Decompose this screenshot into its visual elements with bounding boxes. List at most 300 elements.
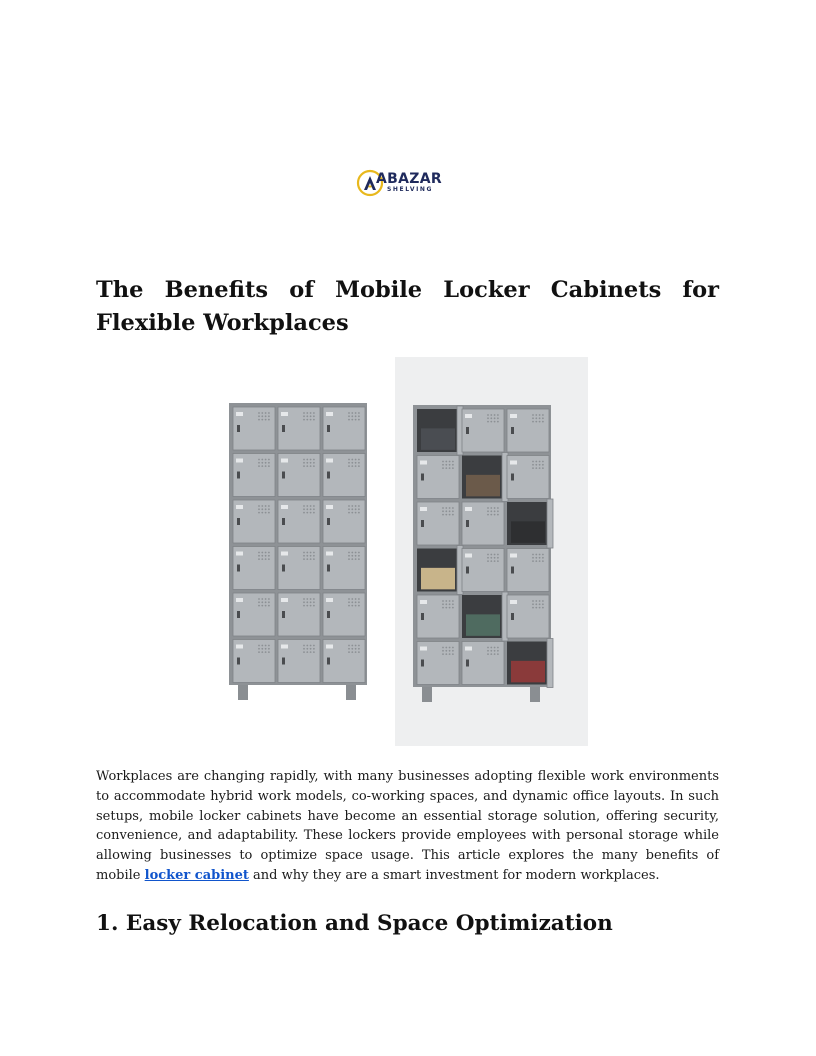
- vent-hole: [313, 648, 315, 650]
- vent-hole: [268, 459, 270, 461]
- vent-hole: [445, 461, 447, 463]
- vent-hole: [261, 459, 263, 461]
- vent-hole: [313, 558, 315, 560]
- vent-hole: [348, 415, 350, 417]
- vent-hole: [494, 653, 496, 655]
- vent-hole: [355, 648, 357, 650]
- vent-hole: [258, 459, 260, 461]
- vent-hole: [261, 512, 263, 514]
- name-tag: [236, 459, 243, 463]
- vent-hole: [348, 605, 350, 607]
- vent-hole: [535, 467, 537, 469]
- vent-hole: [542, 467, 544, 469]
- vent-hole: [265, 465, 267, 467]
- vent-hole: [351, 505, 353, 507]
- vent-hole: [348, 552, 350, 554]
- vent-hole: [532, 417, 534, 419]
- vent-hole: [303, 555, 305, 557]
- vent-hole: [265, 601, 267, 603]
- vent-hole: [348, 512, 350, 514]
- stored-item: [421, 568, 455, 590]
- vent-hole: [351, 412, 353, 414]
- logo-wordmark: ABAZAR: [376, 171, 442, 187]
- vent-hole: [268, 645, 270, 647]
- vent-hole: [487, 647, 489, 649]
- vent-hole: [494, 650, 496, 652]
- vent-hole: [532, 414, 534, 416]
- vent-hole: [487, 653, 489, 655]
- vent-hole: [268, 601, 270, 603]
- vent-hole: [306, 645, 308, 647]
- vent-hole: [452, 607, 454, 609]
- vent-hole: [258, 648, 260, 650]
- name-tag: [281, 598, 288, 602]
- vent-hole: [313, 645, 315, 647]
- vent-hole: [306, 558, 308, 560]
- locker-cabinet-photo: [96, 357, 719, 747]
- vent-hole: [268, 598, 270, 600]
- vent-hole: [313, 462, 315, 464]
- vent-hole: [348, 651, 350, 653]
- stored-item: [421, 428, 455, 450]
- vent-hole: [497, 554, 499, 556]
- vent-hole: [358, 601, 360, 603]
- intro-paragraph: [96, 767, 719, 886]
- intro-text-start: Workplaces are changing rapidly, with many businesses adopting flexible work environments to accommodate hybrid work models, co-working spaces, and dynamic office layouts. In such setups, mobile locker cabinets have become an essential storage solution, offering security, convenience, and adaptability. These lockers provide employees with personal storage while allowing businesses to optimize space usage. This article explores the many benefits of mobile: [96, 769, 719, 883]
- name-tag: [236, 552, 243, 556]
- vent-hole: [487, 514, 489, 516]
- door-lock: [466, 660, 469, 667]
- vent-hole: [268, 508, 270, 510]
- vent-hole: [310, 412, 312, 414]
- vent-hole: [303, 552, 305, 554]
- vent-hole: [535, 607, 537, 609]
- vent-hole: [310, 465, 312, 467]
- vent-hole: [265, 651, 267, 653]
- vent-hole: [358, 459, 360, 461]
- vent-hole: [265, 605, 267, 607]
- door-lock: [237, 658, 240, 665]
- vent-hole: [348, 459, 350, 461]
- vent-hole: [542, 557, 544, 559]
- name-tag: [510, 600, 517, 604]
- vent-hole: [306, 508, 308, 510]
- vent-hole: [497, 414, 499, 416]
- vent-hole: [306, 465, 308, 467]
- vent-hole: [355, 605, 357, 607]
- vent-hole: [490, 650, 492, 652]
- vent-hole: [442, 650, 444, 652]
- vent-hole: [348, 465, 350, 467]
- vent-hole: [258, 462, 260, 464]
- vent-hole: [494, 557, 496, 559]
- name-tag: [281, 505, 288, 509]
- vent-hole: [487, 650, 489, 652]
- vent-hole: [487, 414, 489, 416]
- vent-hole: [355, 505, 357, 507]
- vent-hole: [303, 651, 305, 653]
- vent-hole: [445, 510, 447, 512]
- vent-hole: [494, 560, 496, 562]
- vent-hole: [258, 415, 260, 417]
- vent-hole: [490, 554, 492, 556]
- vent-hole: [268, 505, 270, 507]
- vent-hole: [265, 598, 267, 600]
- vent-hole: [351, 598, 353, 600]
- vent-hole: [452, 647, 454, 649]
- door-lock: [327, 565, 330, 572]
- vent-hole: [490, 421, 492, 423]
- vent-hole: [542, 600, 544, 602]
- vent-hole: [449, 607, 451, 609]
- vent-hole: [497, 650, 499, 652]
- vent-hole: [261, 419, 263, 421]
- door-lock: [237, 425, 240, 432]
- vent-hole: [306, 512, 308, 514]
- vent-hole: [303, 512, 305, 514]
- vent-hole: [258, 419, 260, 421]
- vent-hole: [258, 558, 260, 560]
- name-tag: [236, 412, 243, 416]
- vent-hole: [445, 653, 447, 655]
- locker-cabinet-link[interactable]: locker cabinet: [144, 867, 249, 883]
- vent-hole: [265, 508, 267, 510]
- vent-hole: [351, 419, 353, 421]
- door-lock: [282, 425, 285, 432]
- vent-hole: [306, 462, 308, 464]
- door-lock: [421, 474, 424, 481]
- door-lock: [282, 565, 285, 572]
- vent-hole: [355, 598, 357, 600]
- vent-hole: [542, 554, 544, 556]
- vent-hole: [355, 645, 357, 647]
- name-tag: [465, 414, 472, 418]
- door-lock: [237, 472, 240, 479]
- vent-hole: [490, 557, 492, 559]
- door-lock: [511, 613, 514, 620]
- vent-hole: [348, 601, 350, 603]
- name-tag: [420, 507, 427, 511]
- name-tag: [281, 552, 288, 556]
- vent-hole: [494, 507, 496, 509]
- vent-hole: [261, 505, 263, 507]
- vent-hole: [261, 508, 263, 510]
- vent-hole: [358, 505, 360, 507]
- vent-hole: [535, 554, 537, 556]
- vent-hole: [452, 467, 454, 469]
- vent-hole: [310, 459, 312, 461]
- door-lock: [327, 472, 330, 479]
- vent-hole: [497, 560, 499, 562]
- door-lock: [282, 472, 285, 479]
- vent-hole: [442, 510, 444, 512]
- vent-hole: [313, 552, 315, 554]
- vent-hole: [355, 558, 357, 560]
- vent-hole: [351, 465, 353, 467]
- brand-logo: [355, 166, 465, 200]
- vent-hole: [258, 552, 260, 554]
- vent-hole: [539, 414, 541, 416]
- vent-hole: [306, 598, 308, 600]
- vent-hole: [442, 600, 444, 602]
- vent-hole: [268, 512, 270, 514]
- vent-hole: [539, 417, 541, 419]
- vent-hole: [265, 459, 267, 461]
- vent-hole: [265, 505, 267, 507]
- vent-hole: [497, 514, 499, 516]
- door-lock: [511, 427, 514, 434]
- vent-hole: [310, 601, 312, 603]
- vent-hole: [449, 507, 451, 509]
- vent-hole: [490, 653, 492, 655]
- vent-hole: [313, 465, 315, 467]
- vent-hole: [351, 645, 353, 647]
- vent-hole: [532, 603, 534, 605]
- door-lock: [511, 567, 514, 574]
- vent-hole: [358, 465, 360, 467]
- vent-hole: [494, 421, 496, 423]
- door-lock: [421, 613, 424, 620]
- vent-hole: [449, 467, 451, 469]
- vent-hole: [487, 417, 489, 419]
- vent-hole: [449, 464, 451, 466]
- vent-hole: [542, 607, 544, 609]
- vent-hole: [542, 421, 544, 423]
- vent-hole: [542, 461, 544, 463]
- vent-hole: [535, 417, 537, 419]
- vent-hole: [542, 603, 544, 605]
- vent-hole: [449, 603, 451, 605]
- vent-hole: [539, 603, 541, 605]
- name-tag: [420, 647, 427, 651]
- vent-hole: [442, 603, 444, 605]
- vent-hole: [539, 607, 541, 609]
- vent-hole: [445, 507, 447, 509]
- section-heading: 1. Easy Relocation and Space Optimization: [96, 911, 613, 936]
- vent-hole: [306, 505, 308, 507]
- vent-hole: [351, 648, 353, 650]
- vent-hole: [452, 653, 454, 655]
- vent-hole: [258, 598, 260, 600]
- vent-hole: [313, 601, 315, 603]
- vent-hole: [310, 598, 312, 600]
- vent-hole: [449, 600, 451, 602]
- vent-hole: [313, 512, 315, 514]
- vent-hole: [535, 464, 537, 466]
- vent-hole: [313, 415, 315, 417]
- vent-hole: [261, 558, 263, 560]
- vent-hole: [497, 510, 499, 512]
- vent-hole: [348, 462, 350, 464]
- vent-hole: [303, 505, 305, 507]
- vent-hole: [358, 412, 360, 414]
- vent-hole: [303, 601, 305, 603]
- vent-hole: [449, 461, 451, 463]
- vent-hole: [351, 415, 353, 417]
- vent-hole: [258, 512, 260, 514]
- vent-hole: [539, 554, 541, 556]
- name-tag: [510, 461, 517, 465]
- vent-hole: [303, 558, 305, 560]
- vent-hole: [265, 462, 267, 464]
- vent-hole: [494, 647, 496, 649]
- door-lock: [282, 658, 285, 665]
- vent-hole: [532, 557, 534, 559]
- vent-hole: [358, 415, 360, 417]
- vent-hole: [449, 653, 451, 655]
- open-door: [547, 639, 553, 688]
- vent-hole: [442, 514, 444, 516]
- vent-hole: [261, 648, 263, 650]
- vent-hole: [258, 651, 260, 653]
- door-lock: [327, 425, 330, 432]
- vent-hole: [490, 514, 492, 516]
- vent-hole: [497, 421, 499, 423]
- vent-hole: [261, 651, 263, 653]
- vent-hole: [539, 557, 541, 559]
- locker-cabinet-illustration: [96, 357, 719, 747]
- vent-hole: [268, 412, 270, 414]
- vent-hole: [445, 514, 447, 516]
- closed-locker-cabinet: [229, 403, 367, 700]
- vent-hole: [265, 419, 267, 421]
- name-tag: [236, 645, 243, 649]
- vent-hole: [532, 461, 534, 463]
- vent-hole: [355, 462, 357, 464]
- vent-hole: [494, 554, 496, 556]
- door-lock: [421, 660, 424, 667]
- vent-hole: [358, 558, 360, 560]
- vent-hole: [355, 512, 357, 514]
- vent-hole: [494, 510, 496, 512]
- vent-hole: [261, 552, 263, 554]
- vent-hole: [258, 508, 260, 510]
- vent-hole: [310, 552, 312, 554]
- vent-hole: [310, 555, 312, 557]
- vent-hole: [351, 552, 353, 554]
- vent-hole: [452, 461, 454, 463]
- vent-hole: [306, 651, 308, 653]
- vent-hole: [313, 505, 315, 507]
- vent-hole: [490, 647, 492, 649]
- vent-hole: [351, 508, 353, 510]
- vent-hole: [265, 648, 267, 650]
- vent-hole: [310, 508, 312, 510]
- vent-hole: [355, 552, 357, 554]
- vent-hole: [452, 603, 454, 605]
- vent-hole: [358, 552, 360, 554]
- vent-hole: [258, 605, 260, 607]
- vent-hole: [358, 605, 360, 607]
- name-tag: [510, 414, 517, 418]
- vent-hole: [268, 558, 270, 560]
- article-title: The Benefits of Mobile Locker Cabinets for Flexible Workplaces: [96, 277, 719, 336]
- vent-hole: [494, 417, 496, 419]
- vent-hole: [351, 555, 353, 557]
- vent-hole: [313, 555, 315, 557]
- vent-hole: [303, 459, 305, 461]
- door-lock: [282, 611, 285, 618]
- vent-hole: [351, 651, 353, 653]
- vent-hole: [265, 552, 267, 554]
- vent-hole: [261, 462, 263, 464]
- vent-hole: [532, 600, 534, 602]
- vent-hole: [497, 557, 499, 559]
- vent-hole: [258, 465, 260, 467]
- door-lock: [466, 427, 469, 434]
- vent-hole: [313, 651, 315, 653]
- door-lock: [237, 518, 240, 525]
- vent-hole: [355, 415, 357, 417]
- vent-hole: [265, 415, 267, 417]
- vent-hole: [490, 510, 492, 512]
- vent-hole: [445, 603, 447, 605]
- name-tag: [326, 645, 333, 649]
- vent-hole: [358, 645, 360, 647]
- vent-hole: [452, 600, 454, 602]
- vent-hole: [358, 651, 360, 653]
- name-tag: [326, 552, 333, 556]
- vent-hole: [348, 648, 350, 650]
- vent-hole: [452, 464, 454, 466]
- vent-hole: [303, 648, 305, 650]
- vent-hole: [487, 510, 489, 512]
- vent-hole: [261, 465, 263, 467]
- vent-hole: [487, 557, 489, 559]
- vent-hole: [535, 414, 537, 416]
- vent-hole: [442, 607, 444, 609]
- vent-hole: [261, 415, 263, 417]
- name-tag: [420, 600, 427, 604]
- vent-hole: [442, 467, 444, 469]
- door-lock: [282, 518, 285, 525]
- vent-hole: [445, 647, 447, 649]
- vent-hole: [355, 419, 357, 421]
- vent-hole: [497, 653, 499, 655]
- vent-hole: [268, 605, 270, 607]
- vent-hole: [535, 461, 537, 463]
- vent-hole: [348, 645, 350, 647]
- vent-hole: [306, 552, 308, 554]
- intro-text-end: and why they are a smart investment for modern workplaces.: [248, 867, 660, 883]
- vent-hole: [358, 512, 360, 514]
- vent-hole: [258, 412, 260, 414]
- name-tag: [465, 507, 472, 511]
- vent-hole: [348, 505, 350, 507]
- vent-hole: [358, 462, 360, 464]
- vent-hole: [442, 464, 444, 466]
- vent-hole: [313, 598, 315, 600]
- vent-hole: [306, 415, 308, 417]
- vent-hole: [303, 605, 305, 607]
- vent-hole: [442, 461, 444, 463]
- vent-hole: [310, 415, 312, 417]
- door-lock: [237, 565, 240, 572]
- vent-hole: [487, 507, 489, 509]
- vent-hole: [310, 512, 312, 514]
- vent-hole: [303, 419, 305, 421]
- vent-hole: [303, 412, 305, 414]
- vent-hole: [355, 459, 357, 461]
- vent-hole: [261, 598, 263, 600]
- vent-hole: [452, 507, 454, 509]
- door-lock: [327, 518, 330, 525]
- vent-hole: [265, 412, 267, 414]
- vent-hole: [303, 415, 305, 417]
- vent-hole: [348, 558, 350, 560]
- vent-hole: [490, 560, 492, 562]
- vent-hole: [497, 417, 499, 419]
